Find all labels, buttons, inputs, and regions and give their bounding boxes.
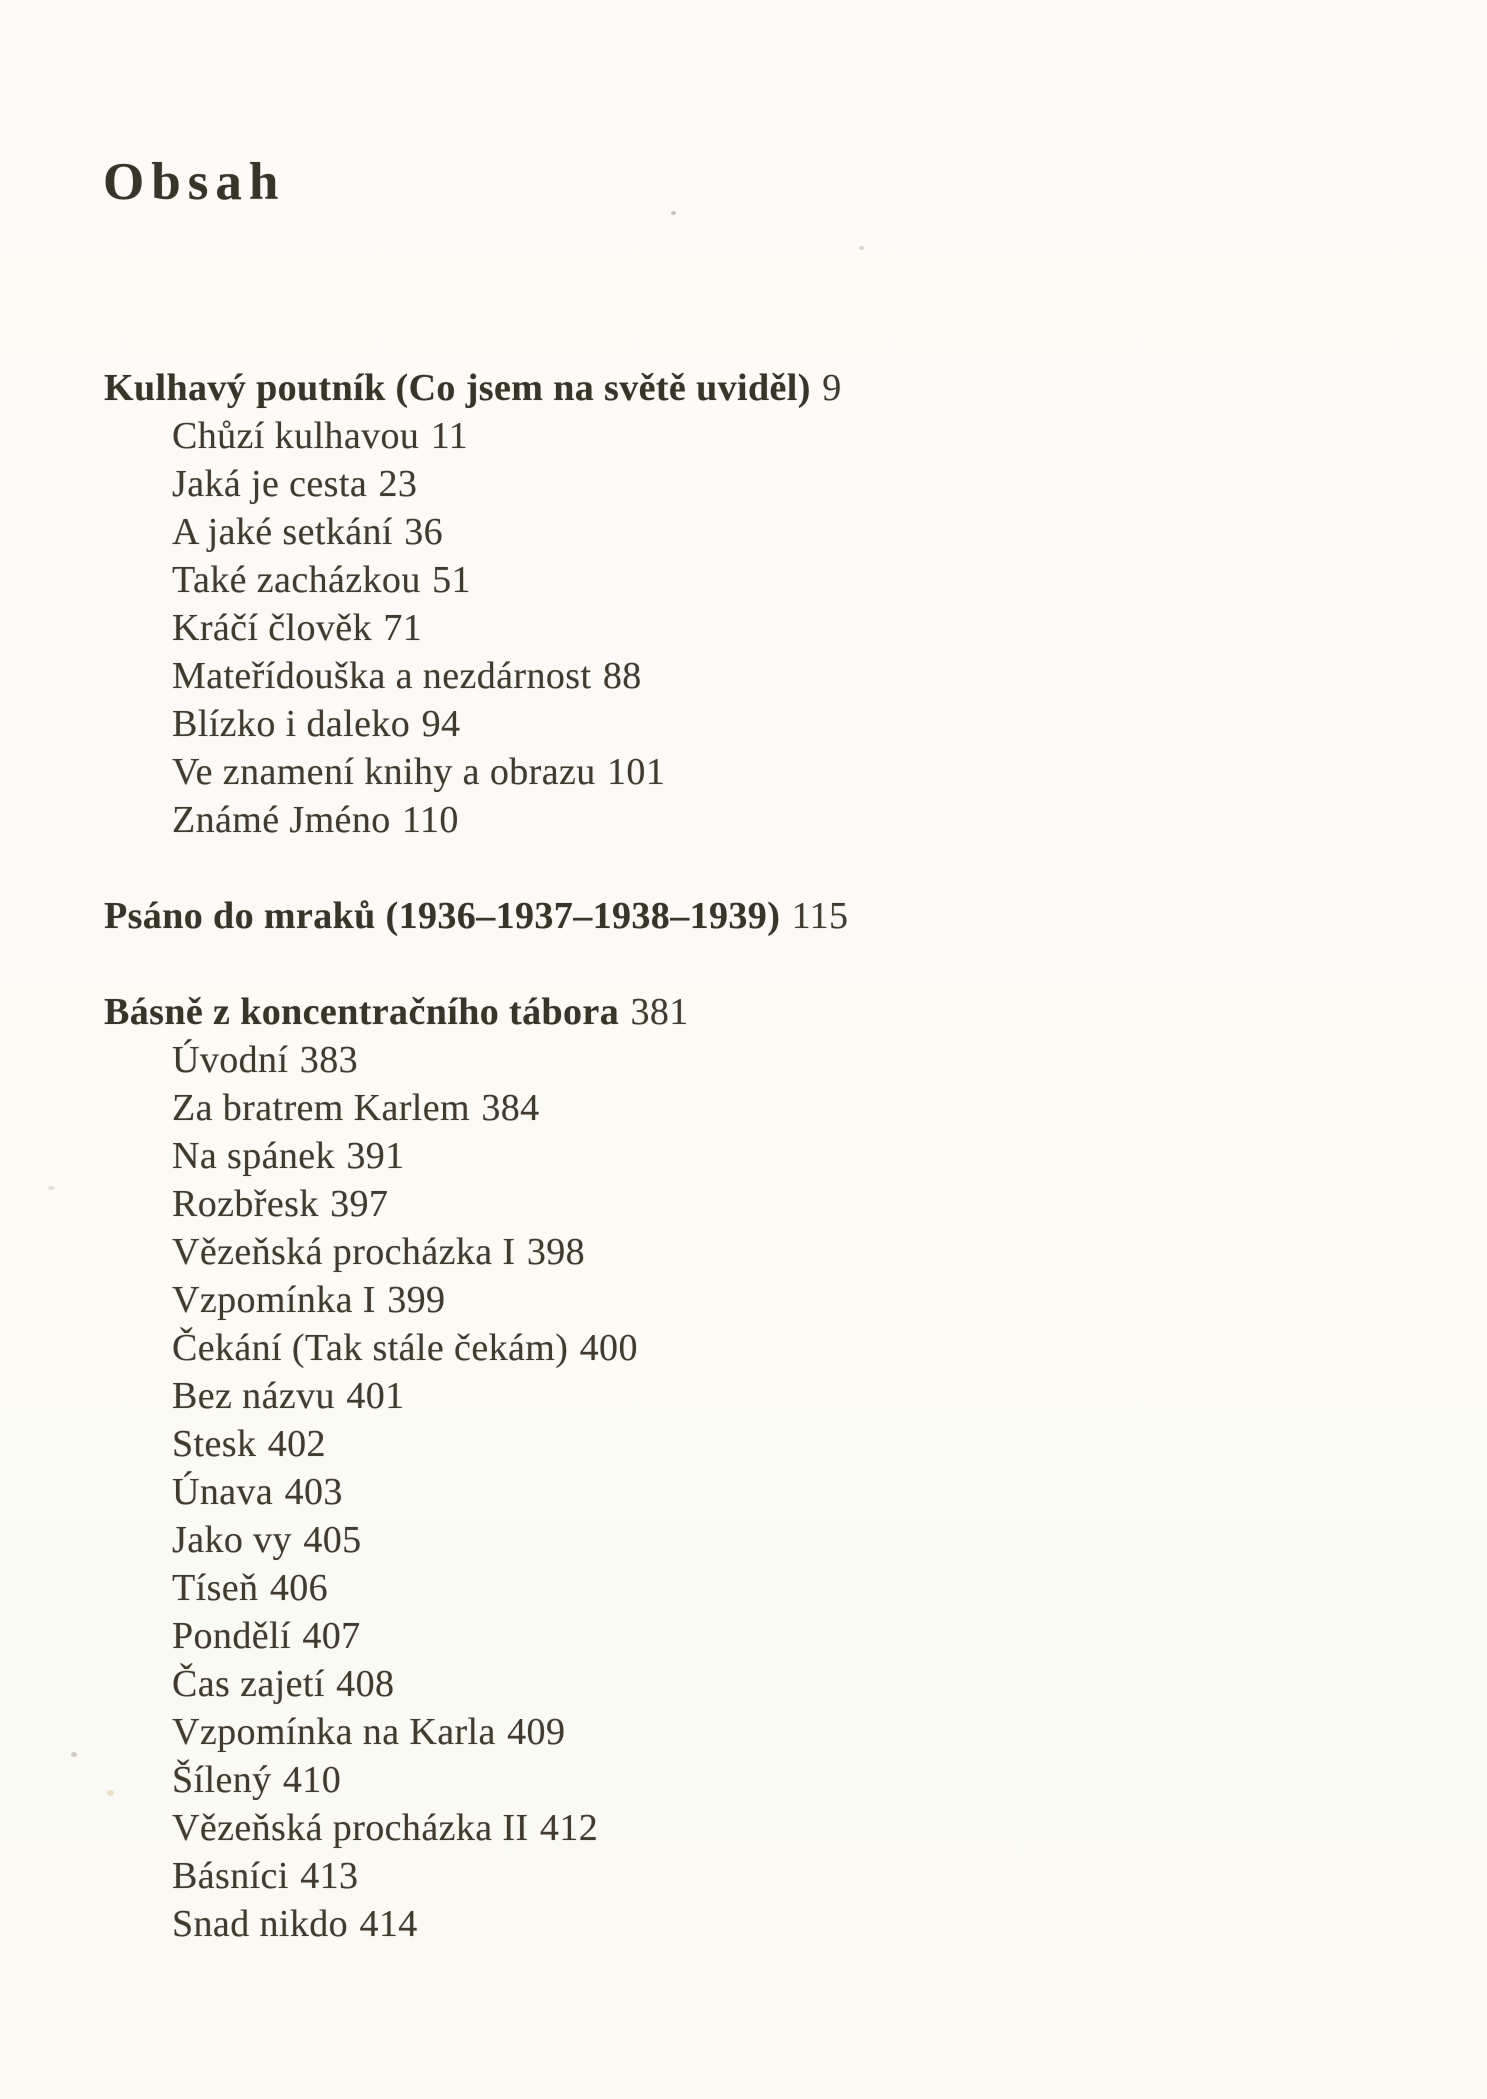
toc-item-title: Vězeňská procházka II	[172, 1807, 529, 1849]
toc-item-title: Šílený	[172, 1759, 272, 1801]
toc-section-title: Básně z koncentračního tábora	[104, 991, 620, 1033]
toc-item-title: Vzpomínka I	[172, 1279, 376, 1321]
toc-item-page-number: 402	[267, 1423, 326, 1465]
toc-item-title: Za bratrem Karlem	[172, 1087, 470, 1129]
toc-item-title: Známé Jméno	[172, 799, 391, 841]
toc-item-title: Blízko i daleko	[172, 703, 411, 745]
toc-section-title: Kulhavý poutník (Co jsem na světě uviděl)	[104, 367, 811, 409]
scan-speckle	[71, 1752, 77, 1757]
toc-item-page-number: 51	[432, 559, 471, 601]
toc-item	[104, 700, 1447, 748]
toc-item-page-number: 412	[539, 1807, 599, 1849]
toc-item-title: Na spánek	[172, 1135, 335, 1177]
toc-item	[104, 1468, 1447, 1516]
toc-item	[104, 1420, 1447, 1468]
toc-item	[104, 1564, 1447, 1612]
toc-item-page-number: 409	[507, 1711, 566, 1753]
toc-item-page-number: 408	[336, 1663, 395, 1705]
toc-item	[104, 460, 1447, 508]
toc-section	[104, 988, 1447, 1948]
toc-item	[104, 1756, 1447, 1804]
toc-section-heading	[104, 892, 1447, 940]
toc-item	[104, 1516, 1447, 1564]
toc-item-title: Úvodní	[172, 1039, 289, 1081]
toc-section-page-number: 115	[791, 895, 849, 937]
toc-item-title: Vzpomínka na Karla	[172, 1711, 496, 1753]
toc-item-page-number: 401	[346, 1375, 405, 1417]
toc-item	[104, 1228, 1447, 1276]
toc-item	[104, 1372, 1447, 1420]
scan-speckle	[48, 1186, 55, 1190]
page-title: Obsah	[103, 153, 286, 211]
toc-item	[104, 748, 1447, 796]
toc-item-page-number: 403	[284, 1471, 343, 1513]
toc-item-title: Rozbřesk	[172, 1183, 319, 1225]
toc-item	[104, 1900, 1447, 1948]
toc-item-page-number: 399	[387, 1279, 446, 1321]
toc-item-page-number: 406	[269, 1567, 329, 1609]
toc-item-page-number: 397	[330, 1183, 389, 1225]
toc-item-page-number: 384	[481, 1087, 540, 1129]
toc-item	[104, 508, 1447, 556]
toc-item-page-number: 398	[526, 1231, 586, 1273]
toc-section-heading	[104, 364, 1447, 412]
toc-item-title: Ve znamení knihy a obrazu	[172, 751, 596, 793]
toc-item-title: Pondělí	[172, 1615, 291, 1657]
toc-item-title: A jaké setkání	[172, 511, 393, 553]
toc-item-title: Vězeňská procházka I	[172, 1231, 516, 1273]
toc-item	[104, 1324, 1447, 1372]
toc-item	[104, 1084, 1447, 1132]
toc-item-page-number: 88	[602, 655, 642, 697]
toc-item	[104, 652, 1447, 700]
toc-item-title: Tíseň	[172, 1567, 259, 1609]
toc-item-page-number: 414	[359, 1903, 418, 1945]
toc-item	[104, 556, 1447, 604]
toc-item-title: Stesk	[172, 1423, 257, 1465]
toc-item	[104, 1660, 1447, 1708]
toc-section-page-number: 381	[630, 991, 689, 1033]
toc-item-page-number: 407	[302, 1615, 361, 1657]
toc-item	[104, 1276, 1447, 1324]
toc-section	[104, 892, 1447, 940]
toc-item	[104, 1180, 1447, 1228]
toc-item-title: Bez názvu	[172, 1375, 335, 1417]
toc-item-page-number: 101	[607, 751, 666, 793]
toc-item-page-number: 410	[282, 1759, 342, 1801]
toc-section-page-number: 9	[822, 367, 842, 409]
toc-item-page-number: 36	[404, 511, 444, 553]
toc-item-title: Mateřídouška a nezdárnost	[172, 655, 592, 697]
toc-item-page-number: 23	[378, 463, 418, 505]
toc-item	[104, 412, 1447, 460]
toc-item-page-number: 413	[300, 1855, 359, 1897]
toc-item-page-number: 391	[346, 1135, 405, 1177]
toc-item	[104, 1852, 1447, 1900]
toc-item	[104, 604, 1447, 652]
toc-item	[104, 1132, 1447, 1180]
toc-item-page-number: 405	[303, 1519, 362, 1561]
scan-speckle	[671, 211, 676, 215]
toc-item	[104, 1804, 1447, 1852]
toc-section	[104, 364, 1447, 844]
toc-item	[104, 1036, 1447, 1084]
toc-item	[104, 1612, 1447, 1660]
toc-section-title: Psáno do mraků (1936–1937–1938–1939)	[104, 895, 781, 937]
toc-item-page-number: 400	[579, 1327, 638, 1369]
toc-item-title: Básníci	[172, 1855, 289, 1897]
toc-item	[104, 796, 1447, 844]
toc-item-title: Také zacházkou	[172, 559, 421, 601]
toc-item-title: Únava	[172, 1471, 274, 1513]
toc-item-title: Jaká je cesta	[172, 463, 368, 505]
table-of-contents	[104, 364, 1447, 1948]
scan-speckle	[859, 246, 864, 250]
toc-item-title: Snad nikdo	[172, 1903, 349, 1945]
toc-item-title: Chůzí kulhavou	[172, 415, 420, 457]
toc-item-title: Čas zajetí	[172, 1663, 325, 1705]
toc-item-title: Kráčí člověk	[172, 607, 372, 649]
toc-item-page-number: 383	[299, 1039, 358, 1081]
toc-item-page-number: 94	[421, 703, 461, 745]
toc-item-page-number: 71	[383, 607, 423, 649]
toc-item	[104, 1708, 1447, 1756]
toc-section-heading	[104, 988, 1447, 1036]
toc-item-title: Jako vy	[172, 1519, 292, 1561]
toc-item-page-number: 110	[402, 799, 459, 841]
toc-item-title: Čekání (Tak stále čekám)	[172, 1327, 569, 1369]
toc-item-page-number: 11	[430, 415, 469, 457]
